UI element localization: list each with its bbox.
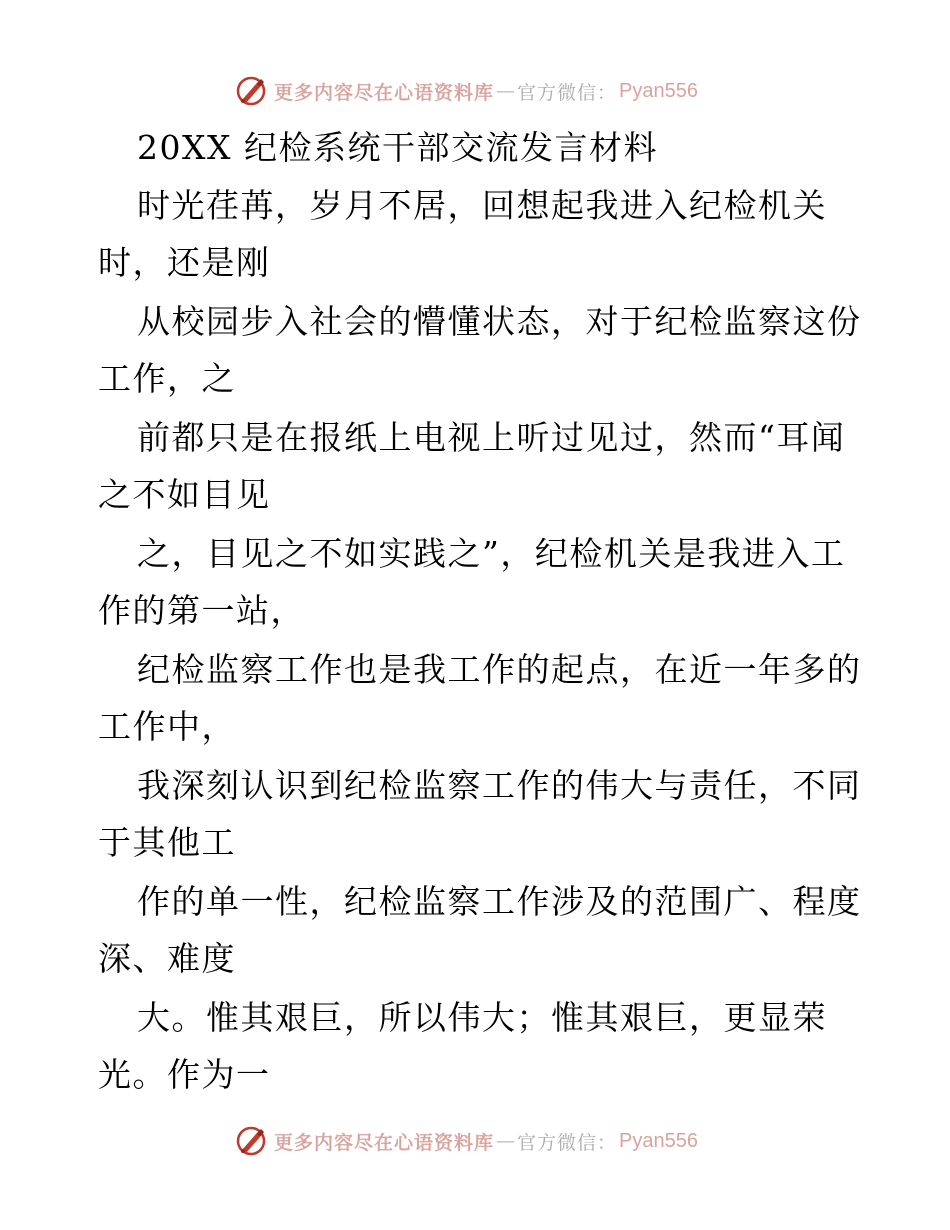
banner-text: 更多内容尽在心语资料库 — [274, 1131, 495, 1154]
paragraph-line: 工作，之 — [98, 359, 236, 398]
footer-watermark-banner — [0, 1120, 950, 1160]
paragraph-line: 作的第一站， — [98, 591, 305, 630]
paragraph-line: 我深刻认识到纪检监察工作的伟大与责任，不同 — [137, 766, 862, 805]
paragraph-line: 于其他工 — [98, 823, 236, 862]
paragraph-line: 深、难度 — [98, 939, 236, 978]
paragraph-line: 之不如目见 — [98, 475, 271, 514]
paragraph-line: 时，还是刚 — [98, 243, 271, 282]
paragraph-line: 之，目见之不如实践之”，纪检机关是我进入工 — [137, 534, 846, 573]
paragraph-line: 作的单一性，纪检监察工作涉及的范围广、程度 — [137, 882, 862, 921]
paragraph-line: 光。作为一 — [98, 1055, 271, 1094]
header-watermark-banner — [0, 70, 950, 110]
pen-logo-icon — [234, 74, 268, 108]
paragraph-line: 从校园步入社会的懵懂状态，对于纪检监察这份 — [137, 302, 862, 341]
paragraph-line: 时光荏苒，岁月不居，回想起我进入纪检机关 — [137, 186, 827, 225]
banner-wechat-label: 官方微信： — [517, 1131, 618, 1154]
banner-separator: — — [496, 80, 516, 102]
paragraph-line: 大。惟其艰巨，所以伟大；惟其艰巨，更显荣 — [137, 998, 827, 1037]
paragraph-line: 纪检监察工作也是我工作的起点，在近一年多的 — [137, 650, 862, 689]
banner-wechat-id: Pyan556 — [619, 1129, 698, 1152]
pen-logo-icon — [234, 1124, 268, 1158]
banner-separator: — — [496, 1130, 516, 1152]
paragraph-line: 前都只是在报纸上电视上听过见过，然而“耳闻 — [137, 418, 846, 457]
banner-wechat-label: 官方微信： — [517, 81, 618, 104]
document-title: 20XX 纪检系统干部交流发言材料 — [137, 128, 658, 167]
banner-text: 更多内容尽在心语资料库 — [274, 81, 495, 104]
banner-wechat-id: Pyan556 — [619, 79, 698, 102]
paragraph-line: 工作中， — [98, 707, 236, 746]
